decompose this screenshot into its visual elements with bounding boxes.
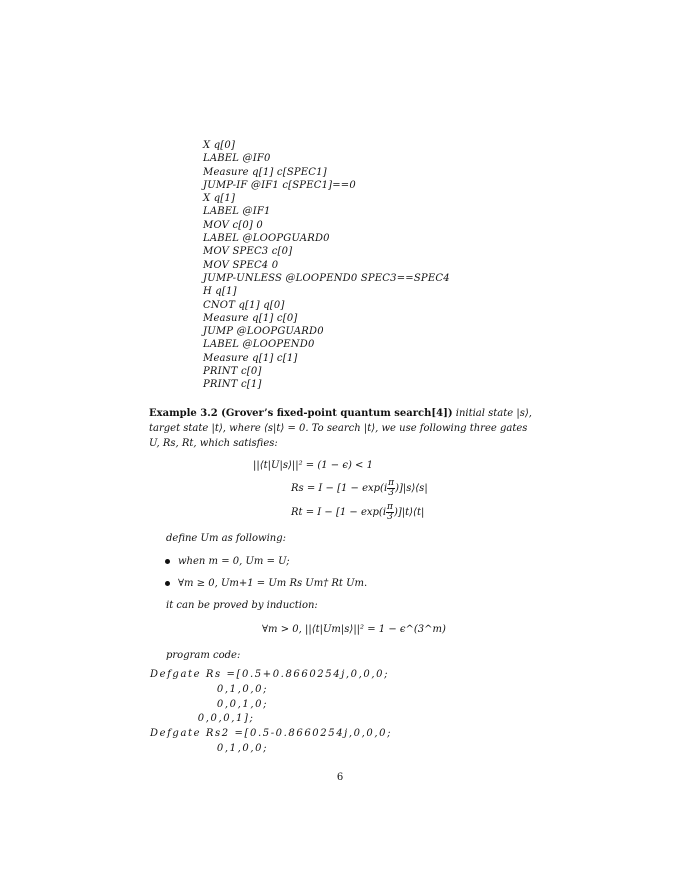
example-intro: initial state |s⟩, target state |t⟩, where ⟨s|t⟩ = 0. To search |t⟩, we use following three gates U, Rs, Rt, which satisfies: — [149, 408, 532, 449]
bullet-item — [165, 578, 367, 589]
code-line: Defgate Rs =[0.5+0.8660254j,0,0,0; — [150, 669, 390, 680]
code-line: JUMP-IF @IF1 c[SPEC1]==0 — [203, 179, 356, 191]
code-line: PRINT c[1] — [203, 379, 262, 391]
code-line: 0,0,0,1]; — [150, 713, 255, 725]
equation-3 — [291, 503, 424, 522]
code-line: 0,1,0,0; — [150, 742, 269, 754]
equation-1: ||⟨t|U|s⟩||² = (1 − ϵ) < 1 — [253, 460, 373, 471]
fraction — [387, 479, 395, 498]
fraction — [386, 503, 394, 522]
code-line: Measure q[1] c[SPEC1] — [203, 166, 327, 178]
bullet-dot — [165, 559, 170, 564]
equation-2-lhs: Rs = I − [1 − exp(i — [291, 483, 388, 494]
induction-text: it can be proved by induction: — [166, 600, 318, 611]
example-paragraph — [149, 406, 534, 451]
code-block-1 — [203, 139, 450, 392]
code-line: H q[1] — [203, 286, 237, 298]
code-line: JUMP-UNLESS @LOOPEND0 SPEC3==SPEC4 — [203, 272, 450, 284]
code-block-2 — [150, 668, 392, 757]
code-line: 0,0,1,0; — [150, 698, 269, 710]
code-line: CNOT q[1] q[0] — [203, 299, 285, 311]
code-line: LABEL @IF1 — [203, 206, 271, 218]
bullet-item — [165, 556, 290, 567]
equation-3-rhs: )]|t⟩⟨t| — [393, 507, 425, 518]
code-line: Measure q[1] c[0] — [203, 312, 298, 324]
bullet-dot — [165, 581, 170, 586]
bullet-text: ∀m ≥ 0, Um+1 = Um Rs Um† Rt Um. — [178, 578, 368, 589]
code-line: PRINT c[0] — [203, 366, 262, 378]
fraction-numerator: π — [388, 478, 395, 488]
fraction-numerator: π — [387, 502, 393, 512]
code-line: MOV SPEC3 c[0] — [203, 246, 293, 258]
code-line: LABEL @IF0 — [203, 153, 271, 165]
equation-3-lhs: Rt = I − [1 − exp(i — [291, 507, 387, 518]
code-line: MOV c[0] 0 — [203, 219, 263, 231]
code-line: MOV SPEC4 0 — [203, 259, 279, 271]
define-text: define Um as following: — [166, 533, 286, 544]
code-line: X q[1] — [203, 193, 236, 205]
fraction-denominator: 3 — [388, 488, 394, 498]
code-line: LABEL @LOOPEND0 — [203, 339, 315, 351]
fraction-denominator: 3 — [387, 512, 393, 522]
code-line: Measure q[1] c[1] — [203, 352, 298, 364]
bullet-text: when m = 0, Um = U; — [178, 556, 290, 567]
code-line: 0,1,0,0; — [150, 683, 269, 695]
code-line: JUMP @LOOPGUARD0 — [203, 326, 324, 338]
code-line: LABEL @LOOPGUARD0 — [203, 233, 330, 245]
induction-equation: ∀m > 0, ||⟨t|Um|s⟩||² = 1 − ϵ^(3^m) — [262, 624, 446, 635]
page-number: 6 — [336, 772, 344, 783]
program-label: program code: — [166, 650, 241, 661]
equation-2-rhs: )]|s⟩⟨s| — [395, 483, 428, 494]
code-line: Defgate Rs2 =[0.5-0.8660254j,0,0,0; — [150, 728, 393, 740]
example-heading: Example 3.2 (Grover’s fixed-point quantum search[4]) — [149, 408, 453, 419]
code-line: X q[0] — [203, 140, 236, 151]
equation-2 — [291, 479, 428, 498]
